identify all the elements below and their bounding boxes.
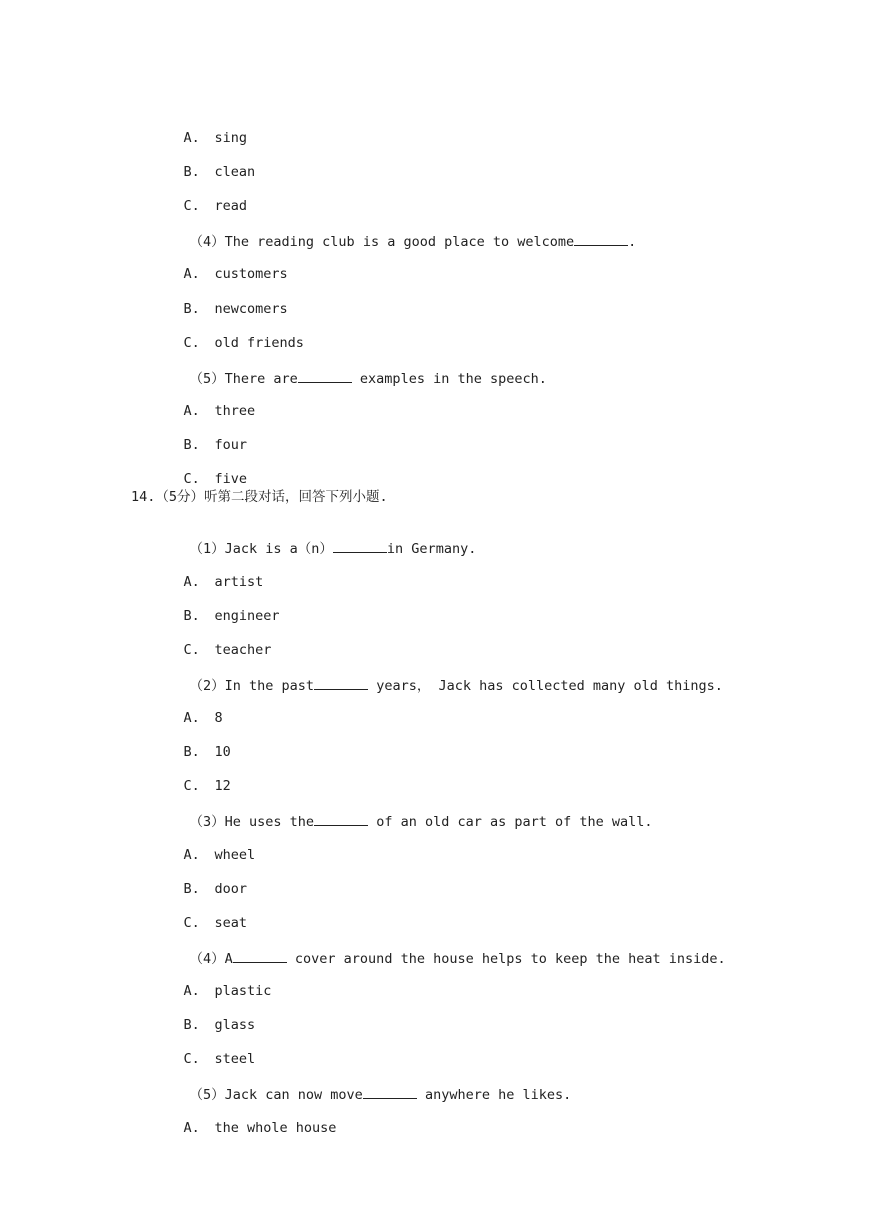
option-text: three [214,403,256,419]
question-prefix: （1）Jack is a（n） [189,541,333,557]
option-text: customers [214,266,288,282]
answer-blank [298,369,352,383]
question-prefix: （5）Jack can now move [189,1087,363,1103]
option-letter: A. [183,266,200,282]
option-text: 12 [214,778,231,794]
option-letter: C. [183,642,200,658]
option-letter: B. [183,437,200,453]
option-text: 8 [214,710,223,726]
option-text: sing [214,130,248,146]
question-suffix: anywhere he likes. [416,1087,572,1103]
option-letter: A. [183,1120,200,1136]
answer-blank [574,232,628,246]
option-letter: B. [183,608,200,624]
option-letter: A. [183,847,200,863]
option-letter: B. [183,1017,200,1033]
option-letter: A. [183,403,200,419]
option-letter: B. [183,881,200,897]
option-letter: C. [183,915,200,931]
option-text: old friends [214,335,304,351]
option-text: plastic [214,983,272,999]
question-prefix: （5）There are [189,371,298,387]
option-letter: B. [183,301,200,317]
question-prefix: （2）In the past [189,678,315,694]
question-prefix: （3）He uses the [189,814,315,830]
answer-blank [233,949,287,963]
option-letter: A. [183,574,200,590]
option-letter: C. [183,1051,200,1067]
option-text: five [214,471,248,487]
option-text: newcomers [214,301,288,317]
option-text: artist [214,574,264,590]
question-14-heading: 14.（5分）听第二段对话，回答下列小题. [131,489,388,505]
option-text: wheel [214,847,256,863]
question-suffix: examples in the speech. [351,371,547,387]
option-text: door [214,881,248,897]
option-text: read [214,198,248,214]
option-text: four [214,437,248,453]
question-suffix: . [628,234,637,250]
option-letter: B. [183,744,200,760]
option-letter: A. [183,710,200,726]
option-text: steel [214,1051,256,1067]
answer-blank [314,676,368,690]
option-text: 10 [214,744,231,760]
answer-blank [333,539,387,553]
question-suffix: in Germany. [386,541,477,557]
option-a[interactable] [151,1104,336,1152]
option-letter: C. [183,778,200,794]
option-text: glass [214,1017,256,1033]
question-prefix: （4）A [189,951,233,967]
option-text: teacher [214,642,272,658]
question-suffix: of an old car as part of the wall. [368,814,653,830]
option-text: seat [214,915,248,931]
question-suffix: cover around the house helps to keep the heat inside. [286,951,726,967]
question-prefix: （4）The reading club is a good place to welcome [189,234,575,250]
option-letter: B. [183,164,200,180]
option-text: clean [214,164,256,180]
option-letter: C. [183,471,200,487]
option-letter: C. [183,335,200,351]
question-text [157,660,723,710]
option-letter: C. [183,198,200,214]
answer-blank [363,1085,417,1099]
option-letter: A. [183,130,200,146]
option-text: the whole house [214,1120,337,1136]
answer-blank [314,812,368,826]
option-text: engineer [214,608,280,624]
option-letter: A. [183,983,200,999]
question-suffix: years， Jack has collected many old things. [368,678,723,694]
